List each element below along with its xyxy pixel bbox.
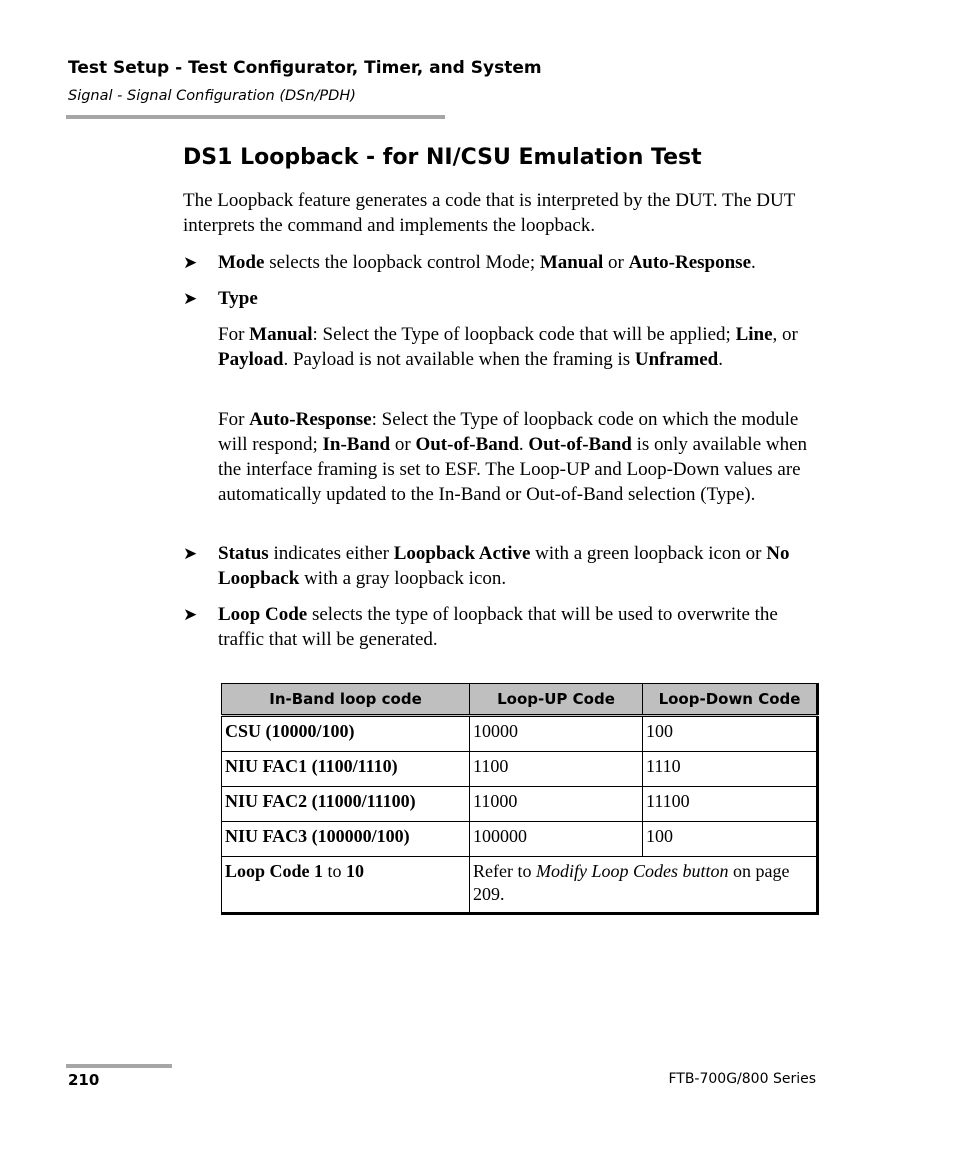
section-title: DS1 Loopback - for NI/CSU Emulation Test — [183, 145, 702, 170]
table-cell: CSU (10000/100) — [222, 716, 470, 752]
bullet-arrow-icon: ➤ — [183, 544, 198, 563]
table-row — [222, 822, 818, 857]
column-header: Loop-UP Code — [470, 684, 643, 716]
table-cell: NIU FAC2 (11000/11100) — [222, 787, 470, 822]
mode-bullet: Mode selects the loopback control Mode; Manual or Auto-Response. — [218, 252, 756, 273]
status-bullet: Status indicates either Loopback Active with a green loopback icon or No Loopback with a gray loopback icon. — [218, 543, 790, 589]
table-cell: Loop Code 1 to 10 — [222, 857, 470, 914]
product-series: FTB-700G/800 Series — [668, 1071, 816, 1087]
type-auto-paragraph: For Auto-Response: Select the Type of loopback code on which the module will respond; In-Band or Out-of-Band. Out-of-Band is only available when the interface framing is set to ESF. The Loop-UP and Loop-Down values are automatically updated to the In-Band or Out-of-Band selection (Type). — [218, 409, 808, 505]
footer-rule — [66, 1064, 172, 1068]
table-row — [222, 716, 818, 752]
type-bullet — [218, 286, 823, 311]
table-cell-reference: Refer to Modify Loop Codes button on page 209. — [470, 857, 818, 914]
table-cell: 1100 — [470, 752, 643, 787]
table-cell: NIU FAC1 (1100/1110) — [222, 752, 470, 787]
running-header-title: Test Setup - Test Configurator, Timer, and System — [68, 58, 542, 78]
table-row — [222, 787, 818, 822]
table-cell: 100 — [643, 716, 818, 752]
header-rule — [66, 115, 445, 119]
table-cell: 11000 — [470, 787, 643, 822]
loop-code-table — [221, 683, 819, 915]
table-cell: 100 — [643, 822, 818, 857]
table-cell: 11100 — [643, 787, 818, 822]
page-number: 210 — [68, 1071, 100, 1089]
table-cell: 1110 — [643, 752, 818, 787]
cross-reference-link[interactable]: Modify Loop Codes button — [535, 861, 729, 881]
bullet-arrow-icon: ➤ — [183, 253, 198, 272]
type-manual-paragraph: For Manual: Select the Type of loopback code that will be applied; Line, or Payload. Payload is not available when the framing is Unframed. — [218, 324, 798, 370]
term-loop-code: Loop Code — [218, 604, 308, 625]
table-cell: NIU FAC3 (100000/100) — [222, 822, 470, 857]
intro-paragraph: The Loopback feature generates a code that is interpreted by the DUT. The DUT interprets the command and implements the loopback. — [183, 190, 795, 236]
term-mode: Mode — [218, 252, 265, 273]
table-cell: 100000 — [470, 822, 643, 857]
column-header: In-Band loop code — [222, 684, 470, 716]
table-cell: 10000 — [470, 716, 643, 752]
running-header-subtitle: Signal - Signal Configuration (DSn/PDH) — [68, 88, 356, 104]
column-header: Loop-Down Code — [643, 684, 818, 716]
loop-code-bullet: Loop Code selects the type of loopback that will be used to overwrite the traffic that will be generated. — [218, 604, 778, 650]
term-type: Type — [218, 288, 258, 309]
bullet-arrow-icon: ➤ — [183, 605, 198, 624]
table-row — [222, 752, 818, 787]
bullet-arrow-icon: ➤ — [183, 289, 198, 308]
term-status: Status — [218, 543, 269, 564]
table-row — [222, 857, 818, 914]
table-header-row — [222, 684, 818, 716]
